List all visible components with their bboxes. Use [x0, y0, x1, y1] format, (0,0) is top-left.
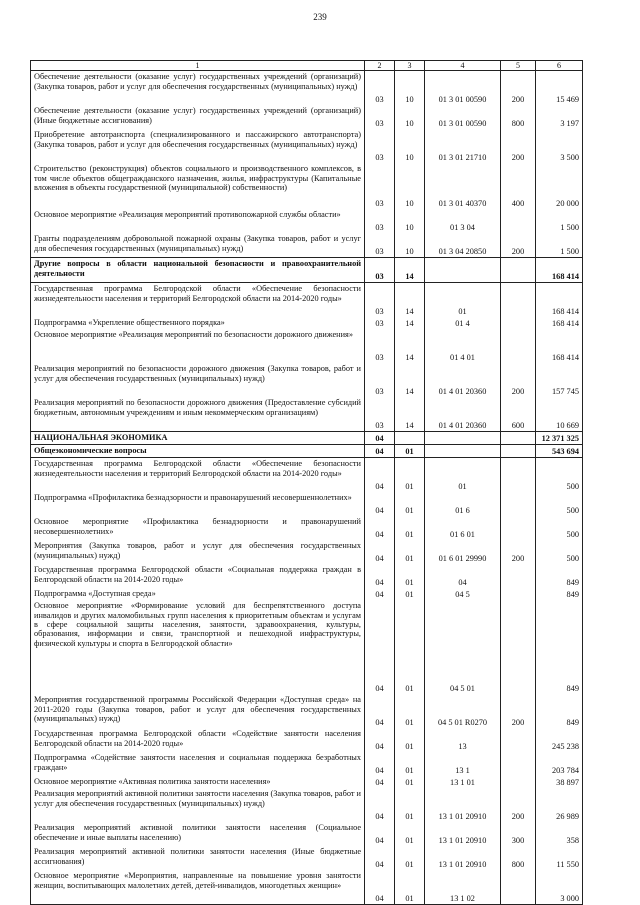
row-amount: 500	[536, 458, 583, 493]
row-amount: 203 784	[536, 752, 583, 776]
row-target-code: 04	[425, 564, 501, 588]
table-row	[31, 540, 583, 564]
row-name: Мероприятия государственной программы Российской Федерации «Доступная среда» на 2011-2020 годы (Закупка товаров, работ и услуг для обеспечения государственных (муниципальных) нужд)	[31, 694, 365, 728]
row-section-code: 04	[365, 694, 395, 728]
table-row	[31, 445, 583, 458]
row-name: Государственная программа Белгородской области «Социальная поддержка граждан в Белгородской области на 2014-2020 годы»	[31, 564, 365, 588]
row-section-code: 03	[365, 71, 395, 106]
row-subsection-code: 01	[395, 870, 425, 905]
row-target-code: 01 6	[425, 492, 501, 516]
row-subsection-code: 14	[395, 317, 425, 329]
row-section-code: 04	[365, 822, 395, 846]
table-row	[31, 129, 583, 163]
table-row	[31, 788, 583, 822]
row-name: Общеэкономические вопросы	[31, 445, 365, 458]
table-row	[31, 776, 583, 788]
row-section-code: 03	[365, 363, 395, 397]
row-section-code: 04	[365, 788, 395, 822]
table-row	[31, 317, 583, 329]
row-name: Реализация мероприятий по безопасности дорожного движения (Предоставление субсидий бюджетным, автономным учреждениям и иным некоммерческим организациям)	[31, 397, 365, 432]
row-amount: 12 371 325	[536, 432, 583, 445]
row-subsection-code: 14	[395, 397, 425, 432]
row-expense-type: 200	[501, 129, 536, 163]
row-section-code: 04	[365, 846, 395, 870]
row-section-code: 03	[365, 283, 395, 318]
row-section-code: 03	[365, 209, 395, 233]
row-section-code: 03	[365, 317, 395, 329]
row-amount: 26 989	[536, 788, 583, 822]
row-expense-type	[501, 329, 536, 363]
row-target-code: 01 3 01 40370	[425, 163, 501, 209]
row-subsection-code: 10	[395, 163, 425, 209]
row-name: НАЦИОНАЛЬНАЯ ЭКОНОМИКА	[31, 432, 365, 445]
table-row	[31, 564, 583, 588]
row-expense-type	[501, 445, 536, 458]
table-body	[31, 71, 583, 905]
row-name: Реализация мероприятий активной политики занятости населения (Закупка товаров, работ и услуг для обеспечения государственных (муниципальных) нужд)	[31, 788, 365, 822]
row-expense-type	[501, 317, 536, 329]
row-name: Реализация мероприятий активной политики занятости населения (Иные бюджетные ассигнования)	[31, 846, 365, 870]
row-target-code: 13	[425, 728, 501, 752]
row-subsection-code: 14	[395, 283, 425, 318]
row-section-code: 04	[365, 588, 395, 600]
row-target-code	[425, 445, 501, 458]
row-name: Обеспечение деятельности (оказание услуг) государственных учреждений (организаций) (Иные бюджетные ассигнования)	[31, 105, 365, 129]
row-expense-type: 200	[501, 71, 536, 106]
row-target-code: 13 1 01 20910	[425, 846, 501, 870]
row-name: Реализация мероприятий активной политики занятости населения (Социальное обеспечение и иные выплаты населению)	[31, 822, 365, 846]
table-row	[31, 258, 583, 283]
row-section-code: 04	[365, 870, 395, 905]
row-amount: 1 500	[536, 233, 583, 258]
header-col-2: 2	[365, 61, 395, 71]
table-row	[31, 870, 583, 905]
row-amount: 168 414	[536, 317, 583, 329]
row-subsection-code: 01	[395, 445, 425, 458]
row-section-code: 03	[365, 258, 395, 283]
row-target-code: 01 4 01 20360	[425, 363, 501, 397]
row-target-code: 13 1 01 20910	[425, 788, 501, 822]
row-amount: 168 414	[536, 329, 583, 363]
row-amount: 168 414	[536, 258, 583, 283]
row-section-code: 04	[365, 445, 395, 458]
row-name: Государственная программа Белгородской области «Обеспечение безопасности жизнедеятельности населения и территорий Белгородской области на 2014-2020 годы»	[31, 283, 365, 318]
row-amount: 3 000	[536, 870, 583, 905]
row-amount: 3 500	[536, 129, 583, 163]
row-amount: 849	[536, 694, 583, 728]
header-col-3: 3	[395, 61, 425, 71]
row-name: Основное мероприятие «Формирование условий для беспрепятственного доступа инвалидов и других маломобильных групп населения к приоритетным объектам и услугам в сфере социальной защиты населения, занятости, здравоохранения, культуры, образования, информации и связи, транспортной и пешеходной инфраструктуры, физической культуры и спорта в Белгородской области»	[31, 600, 365, 694]
table-row	[31, 516, 583, 540]
row-expense-type	[501, 432, 536, 445]
budget-table	[30, 60, 583, 905]
row-target-code: 01 4 01 20360	[425, 397, 501, 432]
row-name: Государственная программа Белгородской области «Содействие занятости населения Белгородской области на 2014-2020 годы»	[31, 728, 365, 752]
table-row	[31, 209, 583, 233]
row-target-code	[425, 258, 501, 283]
row-subsection-code: 01	[395, 564, 425, 588]
row-section-code: 04	[365, 540, 395, 564]
row-target-code: 01 3 01 00590	[425, 105, 501, 129]
row-expense-type: 200	[501, 233, 536, 258]
table-row	[31, 71, 583, 106]
row-section-code: 03	[365, 233, 395, 258]
row-subsection-code: 01	[395, 694, 425, 728]
row-section-code: 03	[365, 105, 395, 129]
table-row	[31, 846, 583, 870]
row-section-code: 04	[365, 728, 395, 752]
row-target-code: 13 1	[425, 752, 501, 776]
row-amount: 3 197	[536, 105, 583, 129]
table-row	[31, 822, 583, 846]
row-target-code: 13 1 02	[425, 870, 501, 905]
row-subsection-code	[395, 432, 425, 445]
row-amount: 849	[536, 600, 583, 694]
table-row	[31, 163, 583, 209]
row-expense-type	[501, 516, 536, 540]
row-subsection-code: 01	[395, 588, 425, 600]
row-expense-type	[501, 209, 536, 233]
row-amount: 11 550	[536, 846, 583, 870]
header-col-6: 6	[536, 61, 583, 71]
row-expense-type	[501, 588, 536, 600]
table-row	[31, 752, 583, 776]
row-subsection-code: 10	[395, 209, 425, 233]
row-expense-type: 200	[501, 694, 536, 728]
row-section-code: 03	[365, 329, 395, 363]
table-row	[31, 329, 583, 363]
row-expense-type	[501, 776, 536, 788]
table-row	[31, 588, 583, 600]
row-name: Подпрограмма «Профилактика безнадзорности и правонарушений несовершеннолетних»	[31, 492, 365, 516]
row-amount: 500	[536, 492, 583, 516]
row-target-code: 13 1 01 20910	[425, 822, 501, 846]
row-target-code: 01 3 01 00590	[425, 71, 501, 106]
row-expense-type: 200	[501, 363, 536, 397]
header-col-4: 4	[425, 61, 501, 71]
row-subsection-code: 10	[395, 105, 425, 129]
row-amount: 168 414	[536, 283, 583, 318]
row-expense-type: 300	[501, 822, 536, 846]
row-subsection-code: 01	[395, 822, 425, 846]
table-row	[31, 492, 583, 516]
row-expense-type	[501, 870, 536, 905]
row-section-code: 04	[365, 458, 395, 493]
row-name: Приобретение автотранспорта (специализированного и пассажирского автотранспорта) (Закупка товаров, работ и услуг для обеспечения государственных (муниципальных) нужд)	[31, 129, 365, 163]
table-row	[31, 728, 583, 752]
row-subsection-code: 01	[395, 776, 425, 788]
row-name: Другие вопросы в области национальной безопасности и правоохранительной деятельности	[31, 258, 365, 283]
table-row	[31, 600, 583, 694]
row-name: Подпрограмма «Укрепление общественного порядка»	[31, 317, 365, 329]
row-subsection-code: 14	[395, 258, 425, 283]
row-name: Основное мероприятие «Реализация мероприятий по безопасности дорожного движения»	[31, 329, 365, 363]
row-subsection-code: 01	[395, 846, 425, 870]
row-expense-type: 200	[501, 788, 536, 822]
row-section-code: 03	[365, 129, 395, 163]
row-name: Гранты подразделениям добровольной пожарной охраны (Закупка товаров, работ и услуг для обеспечения государственных (муниципальных) нужд)	[31, 233, 365, 258]
row-name: Основное мероприятие «Мероприятия, направленные на повышение уровня занятости женщин, воспитывающих малолетних детей, детей-инвалидов, многодетных женщин»	[31, 870, 365, 905]
row-amount: 543 694	[536, 445, 583, 458]
row-amount: 500	[536, 540, 583, 564]
row-name: Подпрограмма «Доступная среда»	[31, 588, 365, 600]
row-name: Строительство (реконструкция) объектов социального и производственного комплексов, в том числе объектов общегражданского назначения, жилья, инфраструктуры (Капитальные вложения в объекты государственной (муниципальной) собственности)	[31, 163, 365, 209]
row-subsection-code: 01	[395, 540, 425, 564]
row-expense-type	[501, 564, 536, 588]
row-name: Обеспечение деятельности (оказание услуг) государственных учреждений (организаций) (Закупка товаров, работ и услуг для обеспечения государственных (муниципальных) нужд)	[31, 71, 365, 106]
row-expense-type	[501, 458, 536, 493]
row-target-code: 04 5	[425, 588, 501, 600]
row-target-code: 01 4 01	[425, 329, 501, 363]
header-row	[31, 61, 583, 71]
row-target-code: 01 3 04 20850	[425, 233, 501, 258]
row-target-code: 01 6 01 29990	[425, 540, 501, 564]
row-subsection-code: 01	[395, 728, 425, 752]
row-amount: 358	[536, 822, 583, 846]
row-amount: 849	[536, 588, 583, 600]
row-target-code: 04 5 01	[425, 600, 501, 694]
table-row	[31, 458, 583, 493]
row-expense-type	[501, 258, 536, 283]
row-section-code: 04	[365, 492, 395, 516]
row-section-code: 04	[365, 752, 395, 776]
row-target-code: 01 3 01 21710	[425, 129, 501, 163]
row-target-code: 01	[425, 458, 501, 493]
table-row	[31, 105, 583, 129]
row-subsection-code: 14	[395, 329, 425, 363]
row-expense-type	[501, 283, 536, 318]
row-expense-type: 800	[501, 105, 536, 129]
row-subsection-code: 10	[395, 71, 425, 106]
row-target-code: 01 6 01	[425, 516, 501, 540]
row-expense-type	[501, 728, 536, 752]
row-subsection-code: 10	[395, 129, 425, 163]
row-amount: 20 000	[536, 163, 583, 209]
row-name: Основное мероприятие «Активная политика занятости населения»	[31, 776, 365, 788]
row-target-code: 01 4	[425, 317, 501, 329]
row-expense-type: 400	[501, 163, 536, 209]
row-subsection-code: 10	[395, 233, 425, 258]
row-amount: 15 469	[536, 71, 583, 106]
row-expense-type	[501, 600, 536, 694]
row-section-code: 04	[365, 776, 395, 788]
row-name: Основное мероприятие «Реализация мероприятий противопожарной службы области»	[31, 209, 365, 233]
row-expense-type	[501, 752, 536, 776]
header-col-1: 1	[31, 61, 365, 71]
page-number: 239	[313, 12, 327, 22]
table-row	[31, 233, 583, 258]
row-amount: 1 500	[536, 209, 583, 233]
row-section-code: 04	[365, 600, 395, 694]
row-section-code: 04	[365, 564, 395, 588]
row-section-code: 03	[365, 163, 395, 209]
row-expense-type: 800	[501, 846, 536, 870]
row-amount: 245 238	[536, 728, 583, 752]
row-target-code: 01	[425, 283, 501, 318]
row-name: Мероприятия (Закупка товаров, работ и услуг для обеспечения государственных (муниципальных) нужд)	[31, 540, 365, 564]
row-section-code: 04	[365, 516, 395, 540]
row-target-code: 04 5 01 R0270	[425, 694, 501, 728]
row-amount: 157 745	[536, 363, 583, 397]
row-subsection-code: 14	[395, 363, 425, 397]
row-name: Государственная программа Белгородской области «Обеспечение безопасности жизнедеятельности населения и территорий Белгородской области на 2014-2020 годы»	[31, 458, 365, 493]
table-row	[31, 397, 583, 432]
row-subsection-code: 01	[395, 788, 425, 822]
row-amount: 849	[536, 564, 583, 588]
row-target-code	[425, 432, 501, 445]
row-name: Подпрограмма «Содействие занятости населения и социальная поддержка безработных граждан»	[31, 752, 365, 776]
row-target-code: 13 1 01	[425, 776, 501, 788]
row-section-code: 03	[365, 397, 395, 432]
row-subsection-code: 01	[395, 458, 425, 493]
table-row	[31, 363, 583, 397]
row-amount: 10 669	[536, 397, 583, 432]
header-col-5: 5	[501, 61, 536, 71]
row-amount: 500	[536, 516, 583, 540]
row-expense-type: 200	[501, 540, 536, 564]
row-subsection-code: 01	[395, 600, 425, 694]
row-subsection-code: 01	[395, 752, 425, 776]
row-expense-type: 600	[501, 397, 536, 432]
row-name: Основное мероприятие «Профилактика безнадзорности и правонарушений несовершеннолетних»	[31, 516, 365, 540]
row-expense-type	[501, 492, 536, 516]
table-row	[31, 432, 583, 445]
row-amount: 38 897	[536, 776, 583, 788]
table-row	[31, 283, 583, 318]
row-subsection-code: 01	[395, 492, 425, 516]
row-section-code: 04	[365, 432, 395, 445]
row-target-code: 01 3 04	[425, 209, 501, 233]
table-row	[31, 694, 583, 728]
row-subsection-code: 01	[395, 516, 425, 540]
row-name: Реализация мероприятий по безопасности дорожного движения (Закупка товаров, работ и услуг для обеспечения государственных (муниципальных) нужд)	[31, 363, 365, 397]
